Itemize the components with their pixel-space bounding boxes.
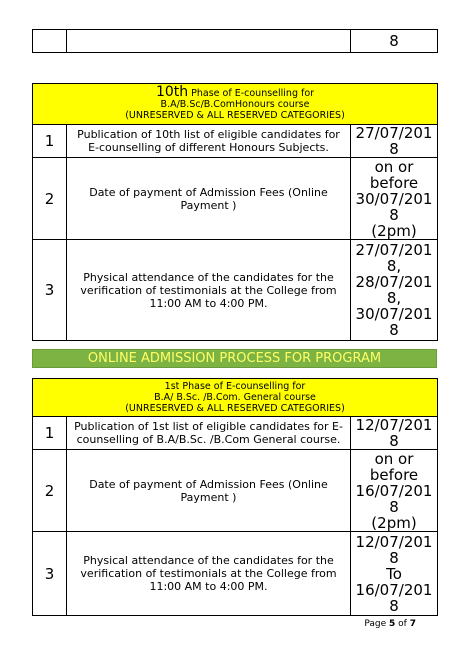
general-schedule-table bbox=[32, 378, 438, 616]
row-description: Date of payment of Admission Fees (Online Payment ) bbox=[67, 450, 351, 532]
row-number: 2 bbox=[33, 158, 67, 240]
table-row bbox=[33, 450, 438, 532]
row-number: 3 bbox=[33, 240, 67, 341]
row-date: 12/07/201 8 To 16/07/201 8 bbox=[351, 532, 438, 616]
fragment-num-cell bbox=[33, 30, 67, 53]
total-pages: 7 bbox=[409, 619, 416, 629]
page-footer bbox=[364, 619, 416, 629]
row-date: on or before 30/07/201 8 (2pm) bbox=[351, 158, 438, 240]
row-number: 1 bbox=[33, 125, 67, 158]
general-table-header bbox=[33, 379, 438, 417]
table-row bbox=[33, 240, 438, 341]
row-description: Physical attendance of the candidates for the verification of testimonials at the College from 11:00 AM to 4:00 PM. bbox=[67, 240, 351, 341]
header-line2: B.A/ B.Sc. /B.Com. General course bbox=[154, 392, 316, 403]
row-number: 3 bbox=[33, 532, 67, 616]
header-line1: 1st Phase of E-counselling for bbox=[164, 381, 306, 392]
header-line3: (UNRESERVED & ALL RESERVED CATEGORIES) bbox=[125, 403, 345, 414]
table-row bbox=[33, 532, 438, 616]
section-banner: ONLINE ADMISSION PROCESS FOR PROGRAM bbox=[32, 349, 437, 368]
fragment-desc-cell bbox=[67, 30, 351, 53]
phase-number: 10th bbox=[155, 84, 189, 100]
header-line3: (UNRESERVED & ALL RESERVED CATEGORIES) bbox=[125, 110, 345, 121]
row-number: 1 bbox=[33, 417, 67, 450]
row-description: Physical attendance of the candidates for the verification of testimonials at the College from 11:00 AM to 4:00 PM. bbox=[67, 532, 351, 616]
table-row bbox=[33, 125, 438, 158]
honours-schedule-table bbox=[32, 83, 438, 341]
current-page: 5 bbox=[389, 619, 396, 629]
page-word: Page bbox=[364, 619, 387, 629]
row-description: Publication of 10th list of eligible candidates for E-counselling of different Honours Subjects. bbox=[67, 125, 351, 158]
fragment-date-cell: 8 bbox=[351, 30, 438, 53]
honours-table-header bbox=[33, 84, 438, 125]
row-date: 12/07/201 8 bbox=[351, 417, 438, 450]
row-date: 27/07/201 8 bbox=[351, 125, 438, 158]
row-description: Publication of 1st list of eligible candidates for E-counselling of B.A/B.Sc. /B.Com General course. bbox=[67, 417, 351, 450]
table-row bbox=[33, 417, 438, 450]
row-date: 27/07/201 8, 28/07/201 8, 30/07/201 8 bbox=[351, 240, 438, 341]
row-description: Date of payment of Admission Fees (Online Payment ) bbox=[67, 158, 351, 240]
header-line1: Phase of E-counselling for bbox=[188, 88, 315, 99]
row-date: on or before 16/07/201 8 (2pm) bbox=[351, 450, 438, 532]
of-word: of bbox=[398, 619, 407, 629]
table-row bbox=[33, 158, 438, 240]
previous-table-fragment bbox=[32, 29, 438, 53]
header-line2: B.A/B.Sc/B.ComHonours course bbox=[160, 99, 310, 110]
row-number: 2 bbox=[33, 450, 67, 532]
